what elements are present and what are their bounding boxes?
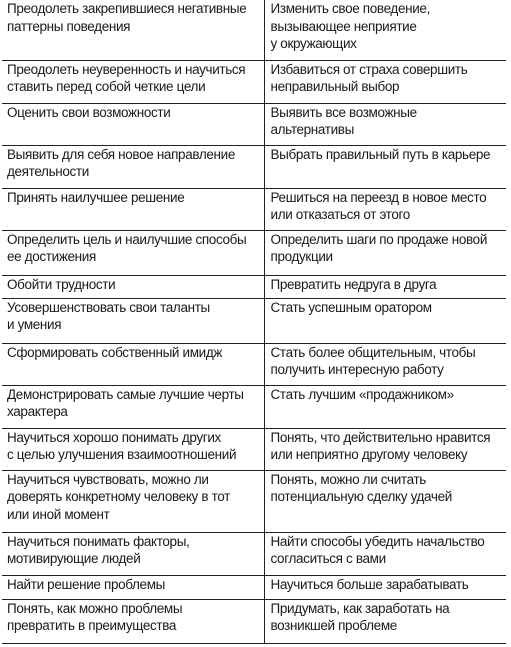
table-row: [2, 599, 506, 643]
table-cell-right: Придумать, как заработать на возникшей проблеме: [264, 599, 506, 643]
table-cell-left: Демонстрировать самые лучшие черты характера: [2, 385, 264, 428]
table-cell-left: Найти решение проблемы: [2, 575, 264, 599]
table-cell-left: Научиться чувствовать, можно ли доверять конкретному человеку в тот или иной момент: [2, 470, 264, 532]
table-cell-left: Научиться понимать факторы, мотивирующие людей: [2, 532, 264, 575]
table-cell-left: Сформировать собственный имидж: [2, 343, 264, 385]
table-cell-left: Усовершенствовать свои таланты и умения: [2, 298, 264, 343]
table-row: [2, 230, 506, 275]
table-cell-right: Стать успешным оратором: [264, 298, 506, 343]
table-cell-right: Понять, что действительно нравится или неприятно другому человеку: [264, 428, 506, 470]
table-cell-left: Преодолеть неуверенность и научиться ставить перед собой четкие цели: [2, 60, 264, 103]
table-row: [2, 470, 506, 532]
table-row: [2, 343, 506, 385]
table-cell-right: Избавиться от страха совершить неправильный выбор: [264, 60, 506, 103]
table-cell-right: Изменить свое поведение, вызывающее неприятие у окружающих: [264, 0, 506, 60]
table-row: [2, 428, 506, 470]
table-row: [2, 60, 506, 103]
table-cell-right: Выбрать правильный путь в карьере: [264, 145, 506, 188]
table-row: [2, 532, 506, 575]
table-cell-left: Понять, как можно проблемы превратить в преимущества: [2, 599, 264, 643]
table-row: [2, 275, 506, 298]
table-cell-left: Обойти трудности: [2, 275, 264, 298]
table-cell-left: Выявить для себя новое направление деятельности: [2, 145, 264, 188]
table-cell-right: Стать лучшим «продажником»: [264, 385, 506, 428]
goals-table: [2, 0, 506, 644]
table-cell-left: Определить цель и наилучшие способы ее достижения: [2, 230, 264, 275]
table-cell-right: Определить шаги по продаже новой продукции: [264, 230, 506, 275]
table-row: [2, 385, 506, 428]
table-cell-left: Преодолеть закрепившиеся негативные паттерны поведения: [2, 0, 264, 60]
table-row: [2, 103, 506, 145]
table-row: [2, 575, 506, 599]
table-cell-right: Решиться на переезд в новое место или отказаться от этого: [264, 188, 506, 230]
table-cell-right: Понять, можно ли считать потенциальную сделку удачей: [264, 470, 506, 532]
table-cell-right: Превратить недруга в друга: [264, 275, 506, 298]
table-cell-right: Выявить все возможные альтернативы: [264, 103, 506, 145]
table-cell-left: Оценить свои возможности: [2, 103, 264, 145]
table-row: [2, 298, 506, 343]
table-cell-left: Научиться хорошо понимать других с целью улучшения взаимоотношений: [2, 428, 264, 470]
table-row: [2, 188, 506, 230]
goals-table-body: [2, 0, 506, 643]
table-cell-left: Принять наилучшее решение: [2, 188, 264, 230]
table-cell-right: Научиться больше зарабатывать: [264, 575, 506, 599]
table-cell-right: Стать более общительным, чтобы получить интересную работу: [264, 343, 506, 385]
table-row: [2, 0, 506, 60]
table-row: [2, 145, 506, 188]
table-cell-right: Найти способы убедить начальство согласиться с вами: [264, 532, 506, 575]
